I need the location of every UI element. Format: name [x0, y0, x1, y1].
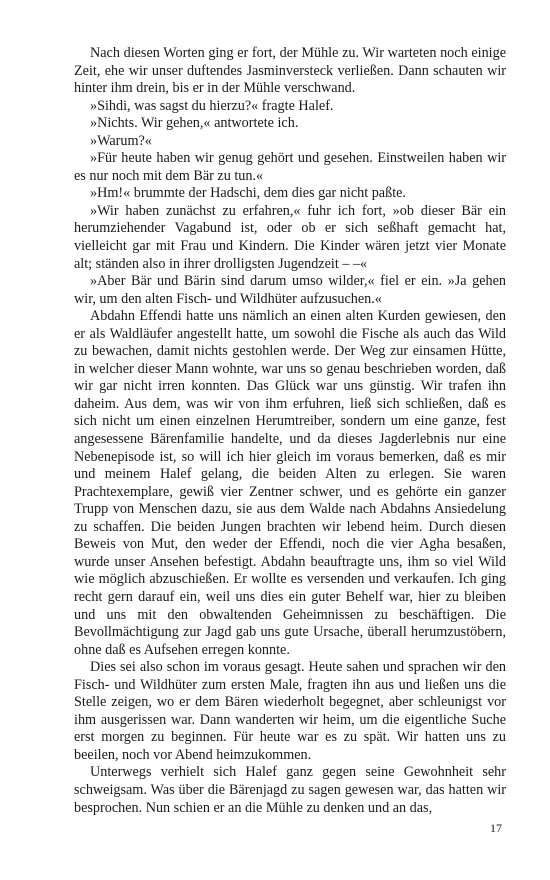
- paragraph: »Warum?«: [90, 132, 152, 149]
- paragraph: »Hm!« brummte der Hadschi, dem dies gar nicht paßte.: [90, 185, 406, 202]
- paragraph: »Wir haben zunächst zu erfahren,« fuhr ich fort, »ob dieser Bär ein herumziehender Vagabund ist, oder ob er sich seßhaft gemacht hat, vielleicht gar mit Frau und Kindern. Die Kinder wären jetzt vier Monate alt; ständen also in ihrer drolligsten Jugendzeit – –«: [74, 202, 506, 272]
- paragraph: Abdahn Effendi hatte uns nämlich an einen alten Kurden gewiesen, den er als Waldläufer angestellt hatte, um sowohl die Fische als auch das Wild zu bewachen, damit nichts gestohlen werde. Der Weg zur einsamen Hütte, in welcher dieser Mann wohnte, war uns so genau beschrieben worden, daß wir gar nicht irren konnten. Das Glück war uns günstig. Wir trafen ihn daheim. Aus dem, was wir von ihm erfuhren, ließ sich schließen, daß es sich nicht um einen einzelnen Herumtreiber, sondern um eine ganze, fest angesessene Bärenfamilie handelte, und da dieses Jagderlebnis nur eine Nebenepisode ist, so will ich hier gleich im voraus bemerken, daß es mir und meinem Halef gelang, die beiden Alten zu erlegen. Sie waren Prachtexemplare, gewiß vier Zentner schwer, und es gehörte ein ganzer Trupp von Menschen dazu, sie aus dem Walde nach Abdahns Ansiedelung zu schaffen. Die beiden Jungen brachten wir lebend heim. Durch diesen Beweis von Mut, den weder der Effendi, noch die vier Agha besaßen, wurde unser Ansehen befestigt. Abdahn beauftragte uns, ihm so viel Wild wie möglich abzuschießen. Er wollte es versenden und verkaufen. Ich ging recht gern darauf ein, weil uns dies ein guter Behelf war, hier zu bleiben und uns mit den obwaltenden Geheimnissen zu beschäftigen. Die Bevollmächtigung zur Jagd gab uns gute Ursache, überall herumzustöbern, ohne daß es Aufsehen erregen konnte.: [74, 308, 506, 658]
- page-number: 17: [490, 821, 502, 835]
- page-body: [74, 45, 506, 817]
- paragraph: »Sihdi, was sagst du hierzu?« fragte Halef.: [90, 97, 334, 114]
- paragraph: Unterwegs verhielt sich Halef ganz gegen seine Gewohnheit sehr schweigsam. Was über die Bärenjagd zu sagen gewesen war, das hatten wir besprochen. Nun schien er an die Mühle zu denken und an das,: [74, 764, 506, 816]
- paragraph: »Für heute haben wir genug gehört und gesehen. Einstweilen haben wir es nur noch mit dem Bär zu tun.«: [74, 150, 506, 184]
- paragraph: »Aber Bär und Bärin sind darum umso wilder,« fiel er ein. »Ja gehen wir, um den alten Fisch- und Wildhüter aufzusuchen.«: [74, 273, 506, 307]
- paragraph: »Nichts. Wir gehen,« antwortete ich.: [90, 115, 299, 132]
- paragraph: Nach diesen Worten ging er fort, der Mühle zu. Wir warteten noch einige Zeit, ehe wir unser duftendes Jasminversteck verließen. Dann schauten wir hinter ihm drein, bis er in der Mühle verschwand.: [74, 45, 506, 97]
- paragraph: Dies sei also schon im voraus gesagt. Heute sahen und sprachen wir den Fisch- und Wildhüter zum ersten Male, fragten ihn aus und ließen uns die Stelle zeigen, wo er dem Bären wiederholt begegnet, aber schleunigst vor ihm ausgerissen war. Dann wanderten wir heim, um die eigentliche Suche erst morgen zu beginnen. Für heute war es zu spät. Wir hatten uns zu beeilen, noch vor Abend heimzukommen.: [74, 659, 506, 763]
